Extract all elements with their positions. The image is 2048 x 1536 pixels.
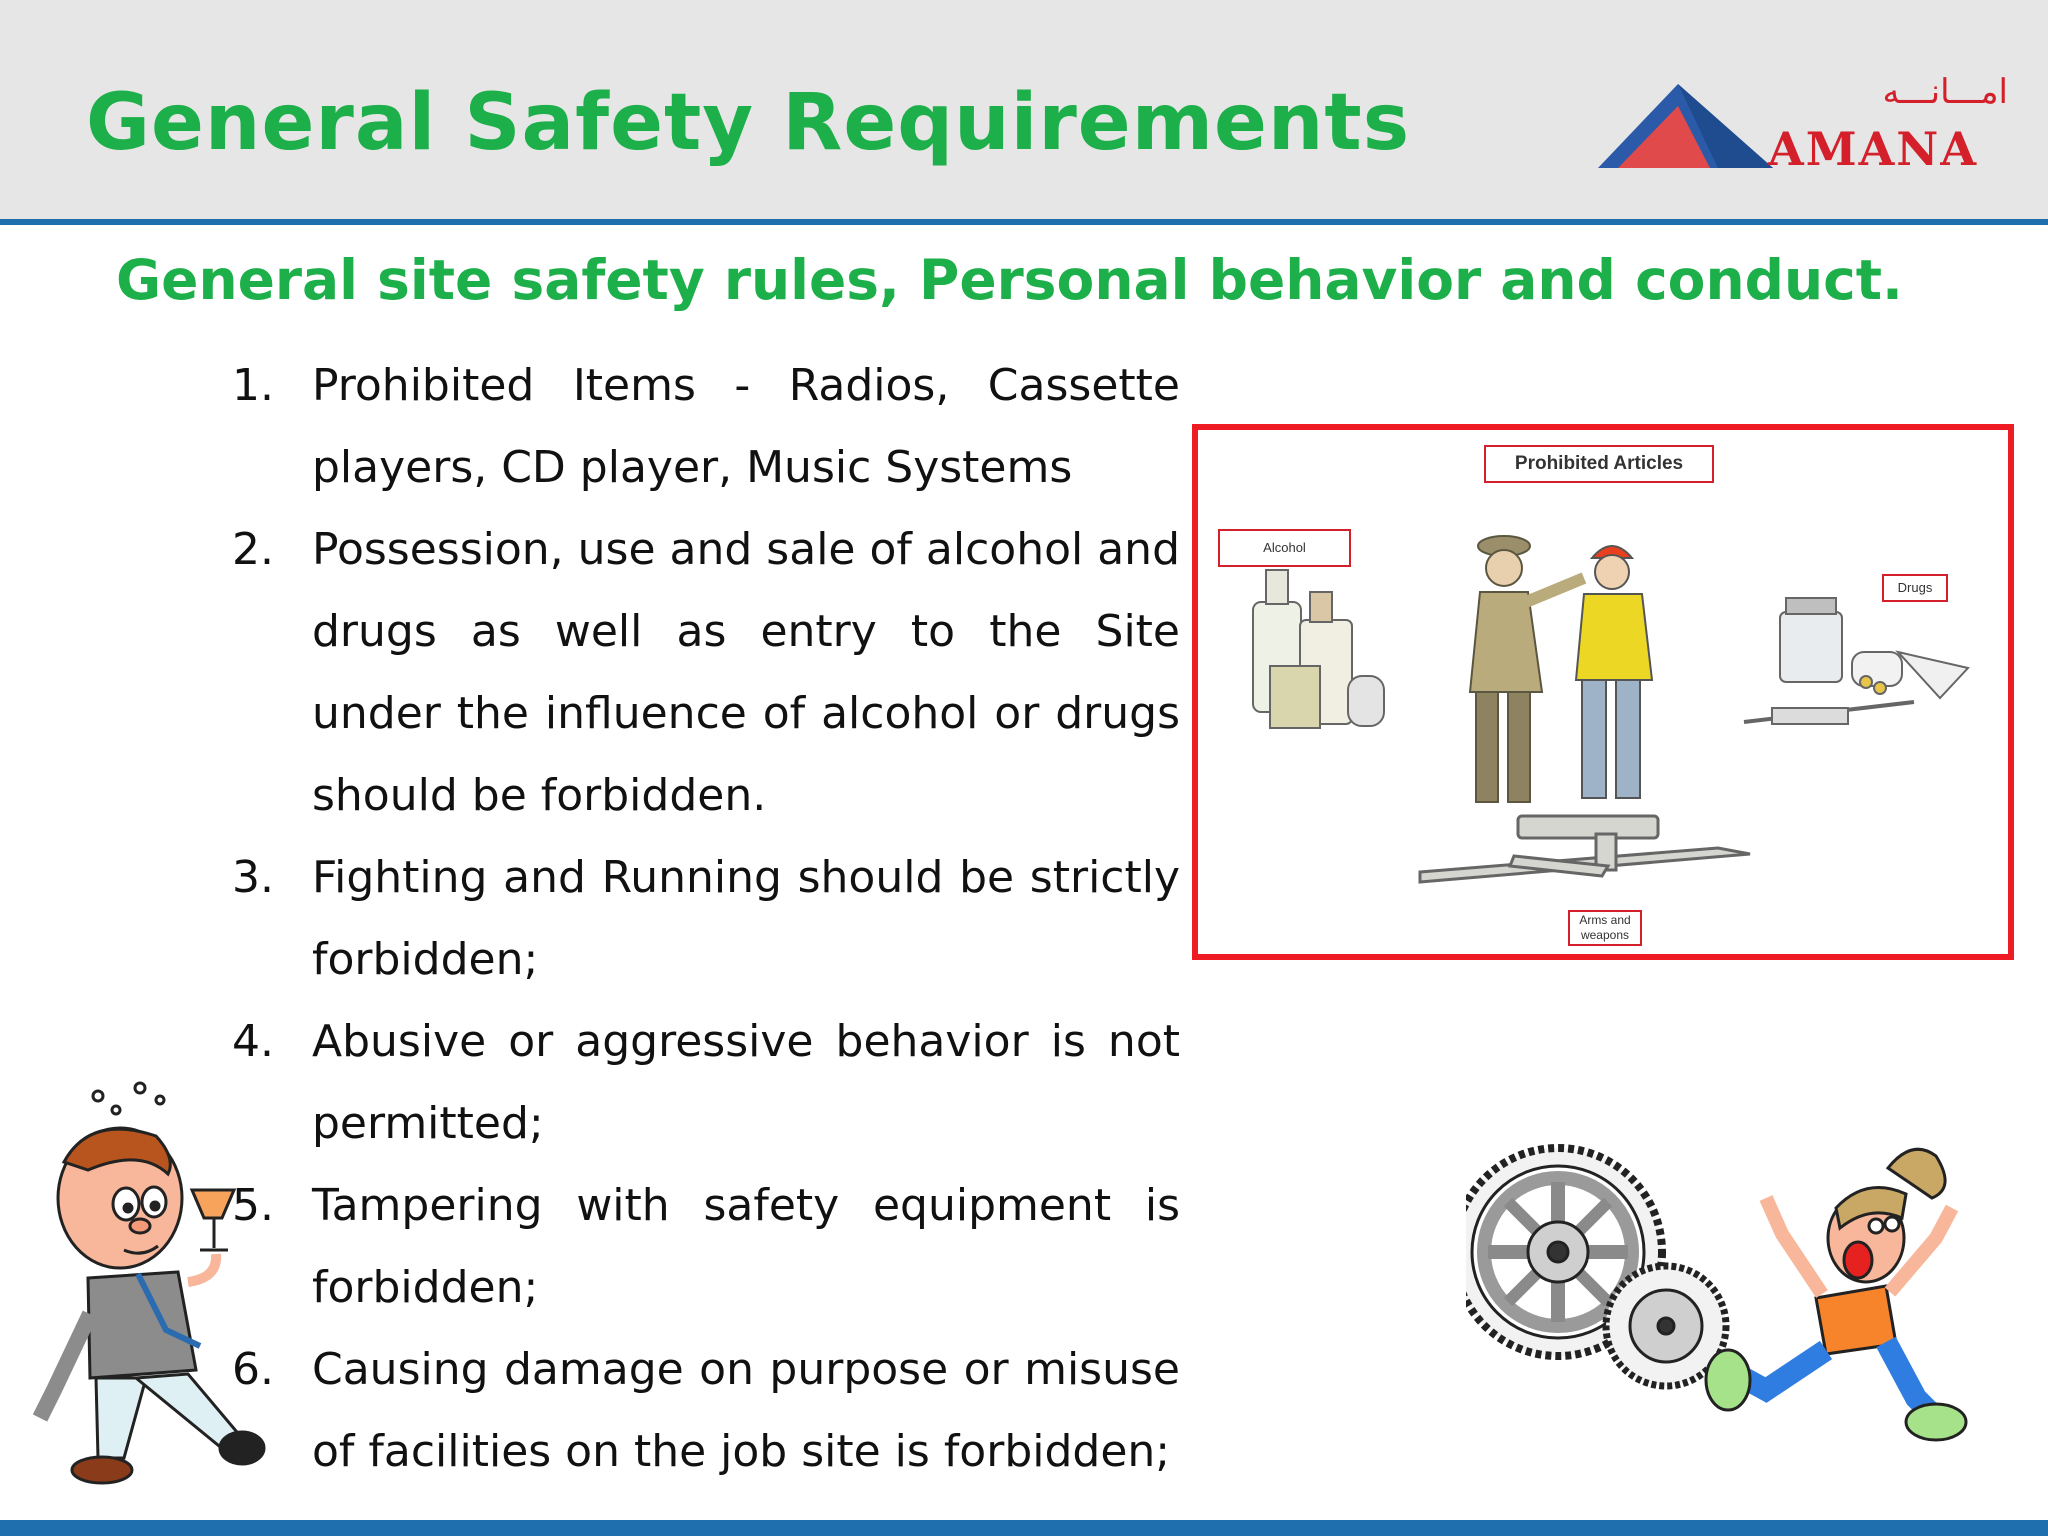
rule-number: 4. [232, 1016, 274, 1067]
logo-wordmark: AMANA [1768, 122, 1979, 176]
rule-number: 6. [232, 1344, 274, 1395]
list-item [232, 345, 1180, 509]
list-item [232, 1001, 1180, 1165]
footer-divider [0, 1520, 2048, 1536]
construction-worker-icon [1576, 546, 1652, 798]
drugs-icon [1744, 598, 1968, 724]
list-item [232, 509, 1180, 837]
rule-text: Tampering with safety equipment is forbidden; [312, 1180, 1180, 1313]
rule-text: Causing damage on purpose or misuse of facilities on the job site is forbidden; [312, 1344, 1180, 1477]
gears-running-man-icon [1466, 1128, 1996, 1448]
alcohol-bottles-icon [1253, 570, 1384, 728]
rule-number: 3. [232, 852, 274, 903]
rule-text: Abusive or aggressive behavior is not permitted; [312, 1016, 1180, 1149]
slide-subtitle: General site safety rules, Personal behavior and conduct. [116, 248, 1903, 312]
rule-number: 1. [232, 360, 274, 411]
rule-number: 5. [232, 1180, 274, 1231]
security-guard-icon [1470, 536, 1584, 802]
list-item [232, 1329, 1180, 1493]
list-item [232, 837, 1180, 1001]
logo-triangle-icon [1598, 76, 1773, 176]
prohibited-articles-illustration [1198, 430, 2008, 954]
slide-title: General Safety Requirements [86, 78, 1411, 168]
rule-text: Fighting and Running should be strictly forbidden; [312, 852, 1180, 985]
rule-text: Possession, use and sale of alcohol and drugs as well as entry to the Site under the influence of alcohol or drugs should be forbidden. [312, 524, 1180, 821]
drunk-man-cartoon-icon [28, 1078, 288, 1498]
rule-number: 2. [232, 524, 274, 575]
list-item [232, 1165, 1180, 1329]
rule-text: Prohibited Items - Radios, Cassette players, CD player, Music Systems [312, 360, 1180, 493]
alcohol-label: Alcohol [1218, 529, 1351, 567]
prohibited-articles-title: Prohibited Articles [1484, 445, 1714, 483]
logo-arabic-text: امـــانـــه [1882, 72, 2008, 112]
amana-logo [1598, 70, 2030, 180]
rules-list [232, 345, 1180, 1493]
drugs-label: Drugs [1882, 574, 1948, 602]
header-divider [0, 219, 2048, 225]
weapons-icon [1420, 816, 1750, 882]
arms-weapons-label: Arms and weapons [1568, 910, 1642, 946]
prohibited-articles-panel [1192, 424, 2014, 960]
